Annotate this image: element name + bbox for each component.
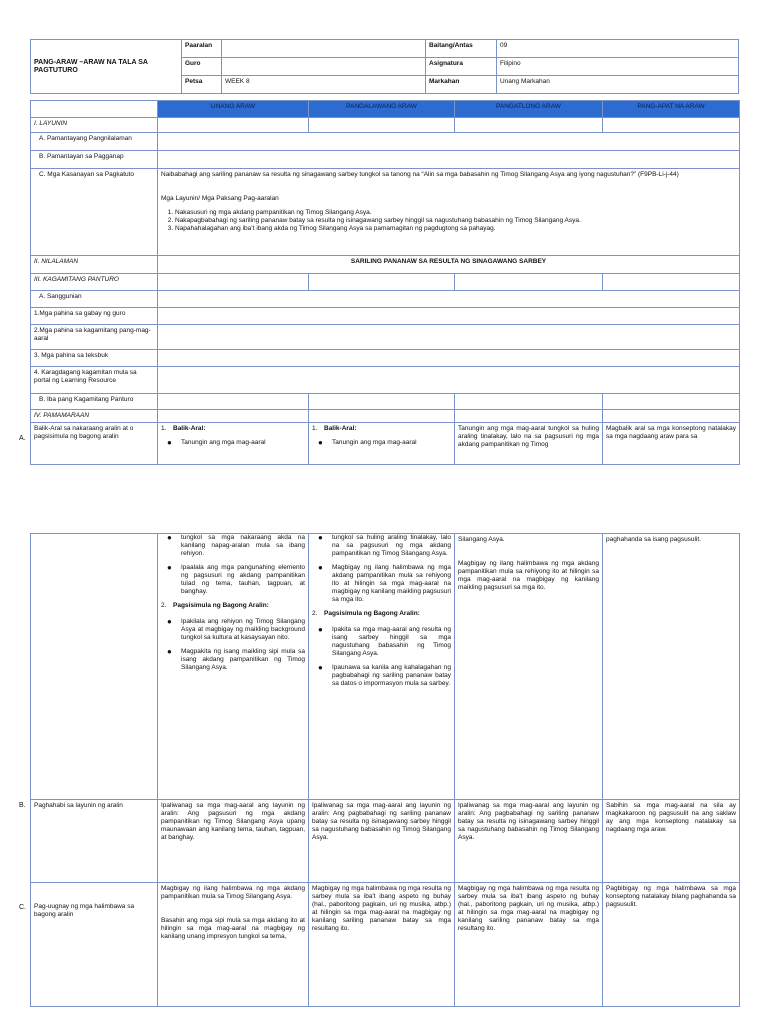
day1-a-cell: 1. Balik-Aral: ● Tanungin ang mga mag-aaral xyxy=(158,423,309,465)
pamantayang-pangnilalaman-label: A. Pamantayang Pangnilalaman xyxy=(31,133,158,151)
list-item: ● Tanungin ang mga mag-aaral xyxy=(161,439,305,447)
day3-b-cell: Ipaliwanag sa mga mag-aaral ang layunin ng aralin: Ang pagbabahagi ng sariling pananaw batay sa resulta ng isinagawang sarbey hinggil sa nagustuhang babasahin ng Timog Silangang Asya. xyxy=(455,800,603,883)
main-table-page-1 xyxy=(30,100,740,465)
letter-b: B. xyxy=(19,802,26,809)
kasanayan-cell xyxy=(158,169,740,256)
header-blank-cell xyxy=(31,101,158,118)
document-title: PANG-ARAW –ARAW NA TALA SA PAGTUTURO xyxy=(31,40,182,94)
paghahabi-label: Paghahabi sa layunin ng aralin xyxy=(31,800,158,883)
day2-a-cell: 1. Balik-Aral: ● Tanungin ang mga mag-aaral xyxy=(309,423,455,465)
column-header-1: UNANG ARAW xyxy=(158,101,309,118)
list-item: ● tungkol sa huling araling tinalakay, lalo na sa pagsusuri ng mga akdang pampanitikan ng Timog Silangang Asya. xyxy=(312,534,451,558)
petsa-value: WEEK 8 xyxy=(222,76,426,94)
day2-a-continued: ● tungkol sa huling araling tinalakay, lalo na sa pagsusuri ng mga akdang pampanitikan ng Timog Silangang Asya. ● Magbigay ng ilang halimbawa ng mga akdang pampanitikan mula sa rehiyong ito at hilingin sa mga mag-aaral na magbigay ng kanilang maikling pagsusuri sa mga ito. 2. Pagsisimula ng Bagong Aralin: ● Ipakita sa mga mag-aaral ang resulta ng isang sarbey hinggil sa mga nagustuhang babasahin ng Timog Silangang Asya. ● Ipaunawa sa kanila ang kahalagahan ng pagbabahagi ng sariling pananaw batay sa datos o impormasyon mula sa sarbey. xyxy=(309,534,455,800)
day4-b-cell: Sabihin sa mga mag-aaral na sila ay magkakaroon ng pagsusulit na ang saklaw ay ang mga konseptong natalakay sa nagdaang mga araw. xyxy=(603,800,740,883)
asignatura-value: Filipino xyxy=(497,58,739,76)
letter-c: C. xyxy=(19,904,26,911)
mga-kasanayan-label: C. Mga Kasanayan sa Pagkatuto xyxy=(31,169,158,256)
page-2 xyxy=(0,520,768,1024)
gabay-guro-label: 1.Mga pahina sa gabay ng guro xyxy=(31,308,158,325)
baitang-value: 09 xyxy=(497,40,739,58)
kagamitang-label: III. KAGAMITANG PANTURO xyxy=(31,274,158,291)
list-item: 3. Napahahalagahan ang iba’t ibang akda ng Timog Silangang Asya sa pamamagitan ng pagdugtong sa pahayag. xyxy=(175,225,736,233)
nilalaman-label: II. NILALAMAN xyxy=(31,256,158,274)
sanggunian-label: A. Sanggunian xyxy=(31,291,158,308)
teksbuk-label: 3. Mga pahina sa teksbuk xyxy=(31,350,158,367)
markahan-label: Markahan xyxy=(426,76,497,94)
day3-a-continued: Silangang Asya. Magbigay ng ilang halimbawa ng mga akdang pampanitikan mula sa rehiyong ito at hilingin sa mga mag-aaral na magbigay ng kanilang maikling pagsusuri sa mga ito. xyxy=(455,534,603,800)
list-item: ● Ipaunawa sa kanila ang kahalagahan ng pagbabahagi ng sariling pananaw batay sa datos o impormasyon mula sa sarbey. xyxy=(312,664,451,688)
column-header-3: PANGATLONG ARAW xyxy=(455,101,603,118)
list-item: ● Ipakita sa mga mag-aaral ang resulta ng isang sarbey hinggil sa mga nagustuhang babasahin ng Timog Silangang Asya. xyxy=(312,626,451,658)
list-item: 2. Nakapagbabahagi ng sariling pananaw batay sa resulta ng isinagawang sarbey hinggil sa nagustuhang babasahin ng Timog Silangang Asya. xyxy=(175,217,736,225)
list-item: ● Magpakita ng isang maikling sipi mula sa isang akdang pampanitikan ng Timog Silangang Asya. xyxy=(161,648,305,672)
asignatura-label: Asignatura xyxy=(426,58,497,76)
iba-pang-label: B. Iba pang Kagamitang Panturo xyxy=(31,394,158,410)
pamamaraan-label: IV. PAMAMARAAN xyxy=(31,410,158,423)
pamantayan-pagganap-label: B. Pamantayan sa Pagganap xyxy=(31,151,158,169)
day3-a-cell: Tanungin ang mga mag-aaral tungkol sa huling araling tinalakay, lalo na sa pagsusuri ng mga akdang pampanitikan ng Timog xyxy=(455,423,603,465)
guro-value xyxy=(222,58,426,76)
day1-c-cell: Magbigay ng ilang halimbawa ng mga akdang pampanitikan mula sa Timog Silangang Asya. Basahin ang mga sipi mula sa mga akdang ito at hilingin sa mga mag-aaral na magbigay ng kanilang unang impresyon tungkol sa tema, xyxy=(158,883,309,1007)
list-item: ● Tanungin ang mga mag-aaral xyxy=(312,439,451,447)
kagamitang-mag-aaral-label: 2.Mga pahina sa kagamitang pang-mag-aaral xyxy=(31,325,158,350)
list-item: ● Ipakilala ang rehiyon ng Timog Silangang Asya at magbigay ng maikling background tungkol sa kultura at kasaysayan nito. xyxy=(161,618,305,642)
balik-aral-label: Balik-Aral sa nakaraang aralin at o pagsisimula ng bagong aralin xyxy=(31,423,158,465)
karagdagang-label: 4. Karagdagang kagamitan mula sa portal ng Learning Resource xyxy=(31,367,158,394)
day2-c-cell: Magbigay ng mga halimbawa ng mga resulta ng sarbey mula sa iba't ibang aspeto ng buhay (hal., paboritong pagkain, uri ng musika, atbp.) at hilingin sa mga mag-aaral na magbigay ng kanilang sariling pananaw batay sa mga resultang ito. xyxy=(309,883,455,1007)
day4-c-cell: Pagbibigay ng mga halimbawa sa mga konseptong natalakay bilang paghahanda sa pagsusulit. xyxy=(603,883,740,1007)
list-item: ● Magbigay ng ilang halimbawa ng mga akdang pampanitikan mula sa rehiyong ito at hilingin sa mga mag-aaral na magbigay ng kanilang maikling pagsusuri sa mga ito. xyxy=(312,564,451,604)
markahan-value: Unang Markahan xyxy=(497,76,739,94)
day1-b-cell: Ipaliwanag sa mga mag-aaral ang layunin ng aralin: Ang pagsusuri ng mga akdang pampanitikan ng Timog Silangang Asya upang maunawaan ang kanilang tema, tauhan, tagpuan, at banghay. xyxy=(158,800,309,883)
header-table xyxy=(30,39,739,94)
letter-a: A. xyxy=(19,435,26,442)
day1-a-continued: ● tungkol sa mga nakaraang akda na kanilang napag-aralan mula sa ibang rehiyon. ● Ipaalala ang mga pangunahing elemento ng pagsusuri ng akdang pampanitikan tulad ng tema, tauhan, tagpuan, at banghay. 2. Pagsisimula ng Bagong Aralin: ● Ipakilala ang rehiyon ng Timog Silangang Asya at magbigay ng maikling background tungkol sa kultura at kasaysayan nito. ● Magpakita ng isang maikling sipi mula sa isang akdang pampanitikan ng Timog Silangang Asya. xyxy=(158,534,309,800)
list-item: ● Ipaalala ang mga pangunahing elemento ng pagsusuri ng akdang pampanitikan tulad ng tema, tauhan, tagpuan, at banghay. xyxy=(161,564,305,596)
pagsisimula-heading: Pagsisimula ng Bagong Aralin: xyxy=(173,602,269,609)
day2-b-cell: Ipaliwanag sa mga mag-aaral ang layunin ng aralin: Ang pagbabahagi ng sariling pananaw batay sa resulta ng isinagawang sarbey hinggil sa nagustuhang babasahin ng Timog Silangang Asya. xyxy=(309,800,455,883)
day4-a-continued: paghahanda sa isang pagsusulit. xyxy=(603,534,740,800)
layunin-list xyxy=(161,209,736,233)
balik-aral-heading: Balik-Aral: xyxy=(173,425,206,432)
column-header-2: PANGALAWANG ARAW xyxy=(309,101,455,118)
column-header-4: PANG-APAT NA ARAW xyxy=(603,101,740,118)
kasanayan-text: Naibabahagi ang sariling pananaw sa resulta ng sinagawang sarbey tungkol sa tanong na “Alin sa mga babasahin ng Timog Silangang Asya ang iyong nagustuhan?” (F9PB-Li-j-44) xyxy=(161,171,679,178)
balik-aral-heading: Balik-Aral: xyxy=(324,425,357,432)
baitang-label: Baitang/Antas xyxy=(426,40,497,58)
main-table-page-2 xyxy=(30,533,740,1007)
paaralan-value xyxy=(222,40,426,58)
nilalaman-text: SARILING PANANAW SA RESULTA NG SINAGAWANG SARBEY xyxy=(158,256,740,274)
layunin-label: I. LAYUNIN xyxy=(31,118,158,133)
day3-c-cell: Magbigay ng mga halimbawa ng mga resulta ng sarbey mula sa iba't ibang aspeto ng buhay (hal., paboritong pagkain, uri ng musika, atbp.) at hilingin sa mga mag-aaral na magbigay ng kanilang sariling pananaw batay sa mga resultang ito. xyxy=(455,883,603,1007)
pagsisimula-heading: Pagsisimula ng Bagong Aralin: xyxy=(324,610,420,617)
day4-a-cell: Magbalik aral sa mga konseptong natalakay sa mga nagdaang araw para sa xyxy=(603,423,740,465)
list-item: ● tungkol sa mga nakaraang akda na kanilang napag-aralan mula sa ibang rehiyon. xyxy=(161,534,305,558)
page-1 xyxy=(0,0,768,470)
paaralan-label: Paaralan xyxy=(182,40,222,58)
mga-layunin-heading: Mga Layunin/ Mga Paksang Pag-aaralan xyxy=(161,195,279,202)
list-item: 1. Nakasusuri ng mga akdang pampanitikan ng Timog Silangang Asya. xyxy=(175,209,736,217)
petsa-label: Petsa xyxy=(182,76,222,94)
pag-uugnay-label: Pag-uugnay ng mga halimbawa sa bagong aralin xyxy=(31,883,158,1007)
guro-label: Guro xyxy=(182,58,222,76)
